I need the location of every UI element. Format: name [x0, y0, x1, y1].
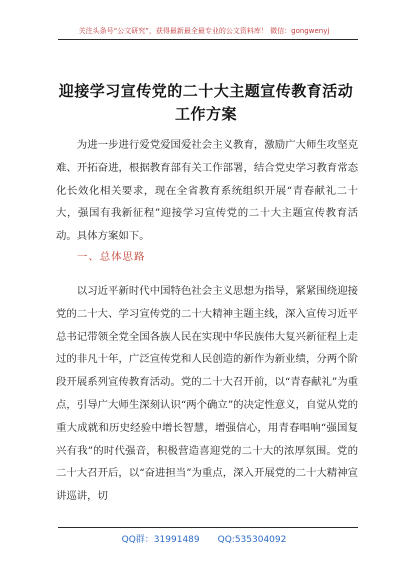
header-rule — [58, 39, 358, 40]
footer-note: QQ群：31991489 QQ:535304092 — [121, 535, 287, 545]
intro-paragraph: 为进一步进行爱党爱国爱社会主义教育，激励广大师生攻坚克难、开拓奋进，根据教育部有关工作部署，结合党史学习教育常态化长效化相关要求，现在全省教育系统组织开展“青春献礼二十大，强国有我新征程”迎接学习宣传党的二十大主题宣传教育活动。具体方案如下。 — [56, 139, 358, 243]
document-title: 迎接学习宣传党的二十大主题宣传教育活动工作方案 — [58, 82, 354, 123]
section-heading: 一、总体思路 — [77, 251, 146, 263]
section-paragraph: 以习近平新时代中国特色社会主义思想为指导，紧紧围绕迎接党的二十大、学习宣传党的二十大精神主题主线，深入宣传习近平总书记带领全党全国各族人民在实现中华民族伟大复兴新征程上走过的非凡十年，广泛宣传党和人民创造的新作为新业绩，分两个阶段开展系列宣传教育活动。党的二十大召开前，以“青春献礼”为重点，引导广大师生深刻认识“两个确立”的决定性意义，自觉从党的重大成就和历史经验中增长智慧，增强信心，用青春唱响“强国复兴有我”的时代强音，积极营造喜迎党的二十大的浓厚氛围。党的二十大召开后，以“奋进担当”为重点，深入开展党的二十大精神宣讲巡讲，切 — [56, 285, 358, 503]
footer-rule — [58, 527, 358, 528]
header-note: 关注头条号“公文研究”，获得最新最全最专业的公文资料库！ 微信：gongwenyj — [78, 27, 330, 35]
